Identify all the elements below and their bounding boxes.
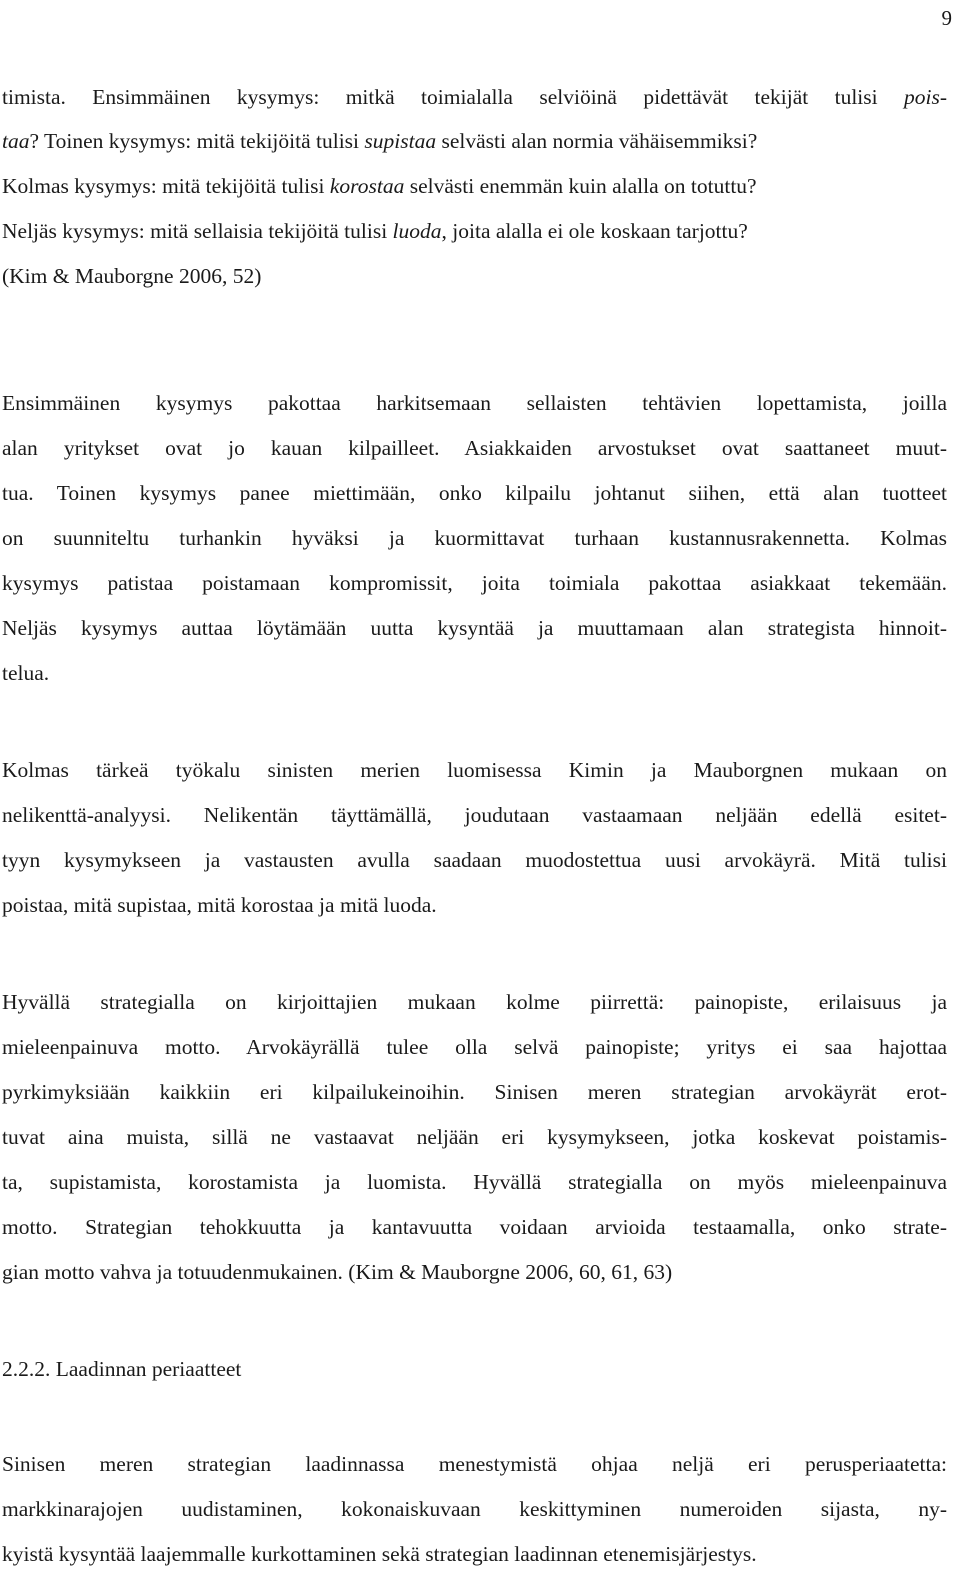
text-span: ? Toinen kysymys: mitä tekijöitä tulisi: [29, 129, 365, 153]
text-span: selvästi enemmän kuin alalla on totuttu?: [404, 174, 757, 198]
italic-span: korostaa: [329, 174, 405, 198]
text-span: Neljäs kysymys: mitä sellaisia tekijöitä tulisi: [2, 219, 393, 243]
text-line: kyistä kysyntää laajemmalle kurkottaminen sekä strategian laadinnan etenemisjärjestys.: [2, 1542, 757, 1566]
text-line: [2, 263, 261, 289]
text-line: alan yritykset ovat jo kauan kilpailleet. Asiakkaiden arvostukset ovat saattaneet muut-: [2, 436, 947, 460]
text-line: Neljäs kysymys auttaa löytämään uutta kysyntää ja muuttamaan alan strategista hinnoit-: [2, 616, 947, 640]
text-line: poistaa, mitä supistaa, mitä korostaa ja mitä luoda.: [2, 893, 437, 917]
text-line: motto. Strategian tehokkuutta ja kantavuutta voidaan arvioida testaamalla, onko strate-: [2, 1215, 947, 1239]
text-span: , joita alalla ei ole koskaan tarjottu?: [441, 219, 748, 243]
text-line: kysymys patistaa poistamaan kompromissit, joita toimiala pakottaa asiakkaat tekemään.: [2, 571, 947, 595]
text-line: Ensimmäinen kysymys pakottaa harkitsemaan sellaisten tehtävien lopettamista, joilla: [2, 391, 947, 415]
text-line: mieleenpainuva motto. Arvokäyrällä tulee olla selvä painopiste; yritys ei saa hajottaa: [2, 1035, 947, 1059]
text-line: markkinarajojen uudistaminen, kokonaiskuvaan keskittyminen numeroiden sijasta, ny-: [2, 1497, 947, 1521]
text-line: [2, 218, 748, 244]
text-line: ta, supistamista, korostamista ja luomista. Hyvällä strategialla on myös mieleenpainuva: [2, 1170, 947, 1194]
text-line: tuvat aina muista, sillä ne vastaavat neljään eri kysymykseen, jotka koskevat poistamis-: [2, 1125, 947, 1149]
text-span: (Kim & Mauborgne 2006, 52): [2, 264, 262, 288]
text-line: nelikenttä-analyysi. Nelikentän täyttämällä, joudutaan vastaamaan neljään edellä esitet-: [2, 803, 947, 827]
text-line: [2, 84, 947, 110]
text-span: Kolmas kysymys: mitä tekijöitä tulisi: [2, 174, 330, 198]
text-span: timista. Ensimmäinen kysymys: mitkä toimialalla selviöinä pidettävät tekijät tulisi: [2, 85, 904, 109]
text-line: tua. Toinen kysymys panee miettimään, onko kilpailu johtanut siihen, että alan tuotteet: [2, 481, 947, 505]
text-line: gian motto vahva ja totuudenmukainen. (Kim & Mauborgne 2006, 60, 61, 63): [2, 1260, 673, 1284]
text-line: Sinisen meren strategian laadinnassa menestymistä ohjaa neljä eri perusperiaatetta:: [2, 1452, 947, 1476]
text-line: Kolmas tärkeä työkalu sinisten merien luomisessa Kimin ja Mauborgnen mukaan on: [2, 758, 947, 782]
text-span: selvästi alan normia vähäisemmiksi?: [436, 129, 758, 153]
text-line: Hyvällä strategialla on kirjoittajien mukaan kolme piirrettä: painopiste, erilaisuus ja: [2, 990, 947, 1014]
italic-span: pois-: [904, 85, 947, 109]
text-line: [2, 173, 757, 199]
text-line: on suunniteltu turhankin hyväksi ja kuormittavat turhaan kustannusrakennetta. Kolmas: [2, 526, 947, 550]
section-heading: 2.2.2. Laadinnan periaatteet: [2, 1357, 242, 1381]
text-line: telua.: [2, 661, 50, 685]
page-number: 9: [941, 6, 952, 30]
italic-span: luoda: [392, 219, 442, 243]
text-line: pyrkimyksiään kaikkiin eri kilpailukeinoihin. Sinisen meren strategian arvokäyrät erot-: [2, 1080, 947, 1104]
italic-span: taa: [2, 129, 30, 153]
text-line: [2, 128, 757, 154]
text-line: tyyn kysymykseen ja vastausten avulla saadaan muodostettua uusi arvokäyrä. Mitä tulisi: [2, 848, 947, 872]
italic-span: supistaa: [364, 129, 437, 153]
